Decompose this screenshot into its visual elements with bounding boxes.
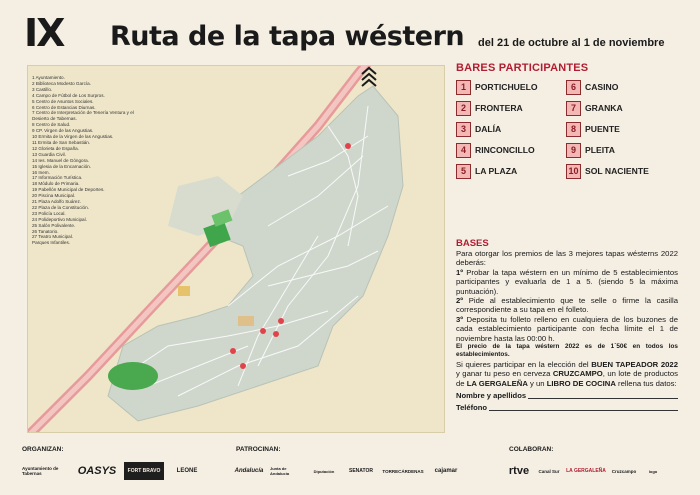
bar-item: 3 DALÍA [456,121,501,137]
edition-number: IX [24,11,64,55]
bar-item: 4 RINCONCILLO [456,142,535,158]
organizan-label: ORGANIZAN: [22,446,64,453]
colaboran-label: COLABORAN: [509,446,554,453]
bases-step-1: 1º Probar la tapa wéstern en un mínimo de 5 establecimientos participantes y evaluarla de 1 a 5. (siendo 5 la máxima puntuación). [456,267,678,296]
logo-oasys: OASYS [77,465,117,477]
logo-canal-sur: Canal Sur [538,468,560,474]
logo-cajamar: cajamar [434,468,458,474]
logo-senator: SENATOR [349,468,373,474]
logo-andalucia: Andalucía [234,468,264,474]
price-note: El precio de la tapa wéstern 2022 es de 1´50€ en todos los establecimientos. [456,343,678,359]
logo-junta: Junta de Andalucía [270,466,290,476]
bar-item: 1 PORTICHUELO [456,79,538,95]
logo-leone: LEONE [176,468,198,474]
bases-section [456,238,678,412]
page-title: Ruta de la tapa wéstern [110,21,465,52]
logo-diputacion: Diputación [313,468,335,474]
bar-item: 7 GRANKA [566,100,623,116]
bar-item: 9 PLEITA [566,142,615,158]
footer [0,437,700,495]
logo-la-gergalena: LA GERGALEÑA [566,468,606,474]
bar-item: 2 FRONTERA [456,100,523,116]
sports-area [178,286,190,296]
map-legend: 1 Ayuntamiento. 2 Biblioteca Modesto García. 3 Castillo. 4 Campo de Fútbol de Los Surpros. 5 Centro de Asuntos Sociales. 6 Centro de Estancias Diurnas. 7 Centro de Interpretación de Tenería Ventura y el Desierto de Tabernas. 8 Centro de Salud. 9 CP. Virgen de las Angustias. 10 Ermita de la Virgen de las Angustias. 11 Ermita de San Sebastián. 12 Glorieta de España. 13 Guardia Civil. 14 Ies. Manuel de Góngora. 15 Iglesia de la Encarnación. 16 Inem. 17 Información Turística. 18 Módulo de Primaria. 19 Pabellón Municipal de Deportes. 20 Piscina Municipal. 21 Plaza Adolfo Suárez. 22 Plaza de la Constitución. 23 Policía Local. 24 Polideportivo Municipal. 25 Salón Polivalente. 26 Tanatorio. 27 Teatro Municipal. Parques Infantiles. [32,75,134,246]
park [108,362,158,390]
bares-title: BARES PARTICIPANTES [456,62,589,74]
town-map[interactable] [27,65,445,433]
bases-title: BASES [456,238,489,249]
patrocinan-label: PATROCINAN: [236,446,281,453]
bases-step-2: 2º Pide al establecimiento que te selle o firme la casilla correspondiente a su tapa en el folleto. [456,296,678,315]
logo-torrecardenas: TORRECÁRDENAS [382,468,424,474]
phone-field[interactable]: Teléfono [456,403,678,412]
bar-item: 5 LA PLAZA [456,163,517,179]
bares-section [456,62,678,176]
logo-cruzcampo: Cruzcampo [611,468,637,474]
logo-fort-bravo: FORT BRAVO [124,462,164,480]
event-dates: del 21 de octubre al 1 de noviembre [478,37,665,49]
logo-rtve: rtve [508,465,530,477]
logo-ayuntamiento: Ayuntamiento de Tabernas [22,466,59,476]
contest-text: Si quieres participar en la elección del BUEN TAPEADOR 2022 y ganar tu peso en cerveza CRUZCAMPO, un lote de productos de LA GERGALEÑA y un LIBRO DE COCINA rellena tus datos: [456,360,679,388]
bases-intro: Para otorgar los premios de las 3 mejores tapas wésterns 2022 deberás: [456,249,678,268]
logo-misc: logo [648,468,658,474]
bar-item: 8 PUENTE [566,121,620,137]
bar-item: 6 CASINO [566,79,618,95]
bases-step-3: 3º Deposita tu folleto relleno en cualquiera de los buzones de cada establecimiento participante con fecha límite el 1 de noviembre hasta las 00:00 h. [456,314,678,343]
header [0,0,700,62]
name-field[interactable]: Nombre y apellidos [456,391,678,400]
bar-item: 10 SOL NACIENTE [566,163,649,179]
